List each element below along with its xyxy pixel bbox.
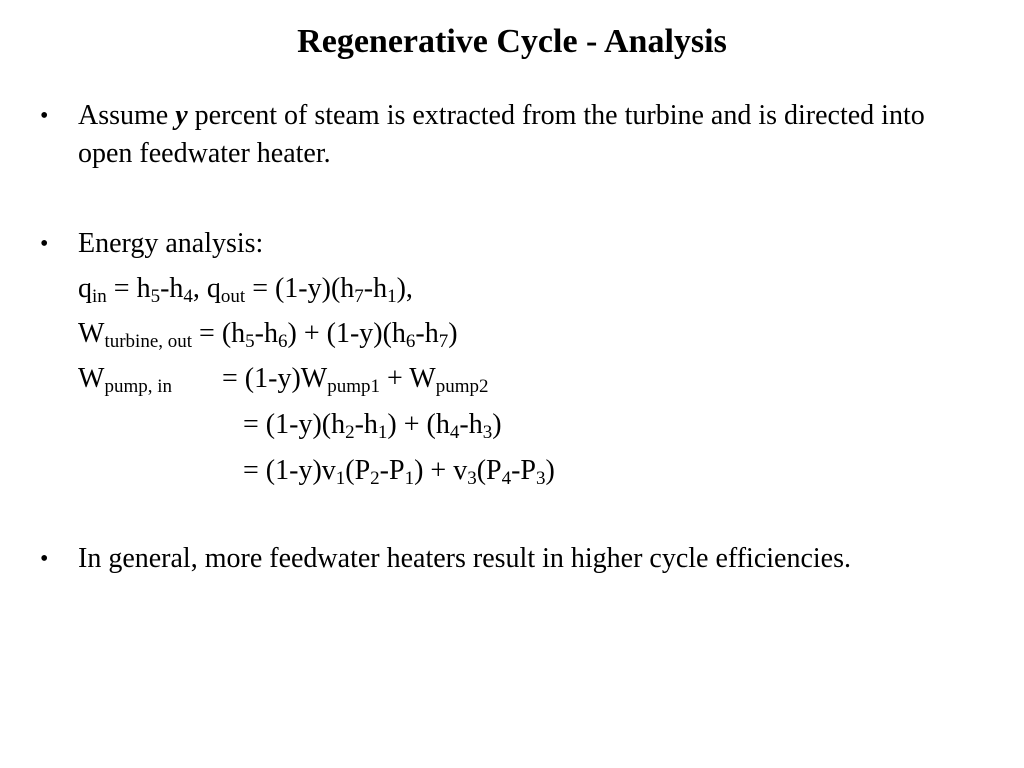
equation-pump-work-volume bbox=[243, 452, 555, 490]
eq-text: -h bbox=[160, 273, 184, 304]
eq-subscript: 1 bbox=[377, 422, 388, 443]
eq-subscript: 4 bbox=[183, 286, 193, 307]
eq-subscript: 5 bbox=[150, 286, 161, 307]
eq-text: ), bbox=[396, 273, 413, 304]
eq-subscript: in bbox=[92, 286, 107, 307]
eq-subscript: 7 bbox=[438, 331, 449, 352]
eq-text: -h bbox=[415, 318, 439, 349]
bullet-general-conclusion-text: In general, more feedwater heaters result in higher cycle efficiencies. bbox=[78, 543, 851, 574]
eq-text: ) + v bbox=[414, 455, 468, 486]
eq-subscript: 1 bbox=[387, 286, 397, 307]
eq-subscript: 5 bbox=[245, 331, 255, 352]
eq-subscript: 3 bbox=[482, 422, 493, 443]
eq-subscript: pump, in bbox=[104, 376, 172, 397]
eq-text: = (1-y)(h bbox=[245, 273, 355, 304]
eq-subscript: 6 bbox=[278, 331, 288, 352]
variable-y: y bbox=[175, 100, 188, 131]
eq-subscript: out bbox=[220, 286, 246, 307]
bullet-dot-icon: • bbox=[40, 546, 49, 572]
eq-text: , q bbox=[192, 273, 221, 304]
bullet-dot-icon: • bbox=[40, 103, 49, 129]
eq-subscript: 4 bbox=[501, 468, 512, 489]
eq-subscript: 4 bbox=[449, 422, 460, 443]
eq-subscript: 1 bbox=[404, 468, 415, 489]
eq-text: (P bbox=[345, 455, 371, 486]
eq-text: ) bbox=[448, 318, 458, 349]
eq-subscript: turbine, out bbox=[104, 331, 193, 352]
bullet-energy-analysis-text: Energy analysis: bbox=[78, 228, 264, 259]
eq-text: + W bbox=[379, 363, 436, 394]
eq-text: q bbox=[78, 273, 92, 304]
eq-text: = (1-y)(h bbox=[243, 409, 346, 440]
eq-text: ) bbox=[545, 455, 555, 486]
eq-text: ) + (h bbox=[387, 409, 450, 440]
eq-subscript: 7 bbox=[354, 286, 364, 307]
eq-subscript: 3 bbox=[536, 468, 546, 489]
eq-text: W bbox=[78, 363, 105, 394]
eq-text: W bbox=[78, 318, 105, 349]
eq-text: = (1-y)v bbox=[243, 455, 336, 486]
eq-text: -h bbox=[354, 409, 378, 440]
eq-subscript: pump1 bbox=[327, 376, 380, 397]
equation-pump-work-enthalpy bbox=[243, 406, 502, 444]
eq-text: -h bbox=[459, 409, 483, 440]
eq-text: ) bbox=[492, 409, 502, 440]
eq-subscript: 2 bbox=[345, 422, 355, 443]
eq-text: = h bbox=[106, 273, 151, 304]
eq-subscript: 3 bbox=[467, 468, 477, 489]
eq-subscript: pump2 bbox=[435, 376, 489, 397]
eq-text: ) + (1-y)(h bbox=[287, 318, 406, 349]
eq-text: = (h bbox=[192, 318, 246, 349]
eq-text: -h bbox=[363, 273, 388, 304]
text-fragment: Assume bbox=[78, 100, 176, 131]
eq-text: -h bbox=[254, 318, 278, 349]
eq-subscript: 1 bbox=[335, 468, 346, 489]
eq-text: (P bbox=[476, 455, 502, 486]
equation-heat-in-out bbox=[78, 270, 413, 308]
bullet-extraction-text bbox=[78, 97, 968, 173]
eq-text: = (1-y)W bbox=[222, 363, 328, 394]
eq-text: -P bbox=[511, 455, 537, 486]
equation-turbine-work bbox=[78, 315, 458, 353]
eq-subscript: 2 bbox=[370, 468, 380, 489]
slide-title: Regenerative Cycle - Analysis bbox=[297, 23, 727, 60]
eq-subscript: 6 bbox=[405, 331, 416, 352]
eq-text: -P bbox=[379, 455, 405, 486]
equation-pump-work bbox=[78, 360, 488, 398]
bullet-dot-icon: • bbox=[40, 231, 49, 257]
text-fragment: percent of steam is extracted from the turbine and is directed into open feedwater heater. bbox=[78, 100, 925, 169]
